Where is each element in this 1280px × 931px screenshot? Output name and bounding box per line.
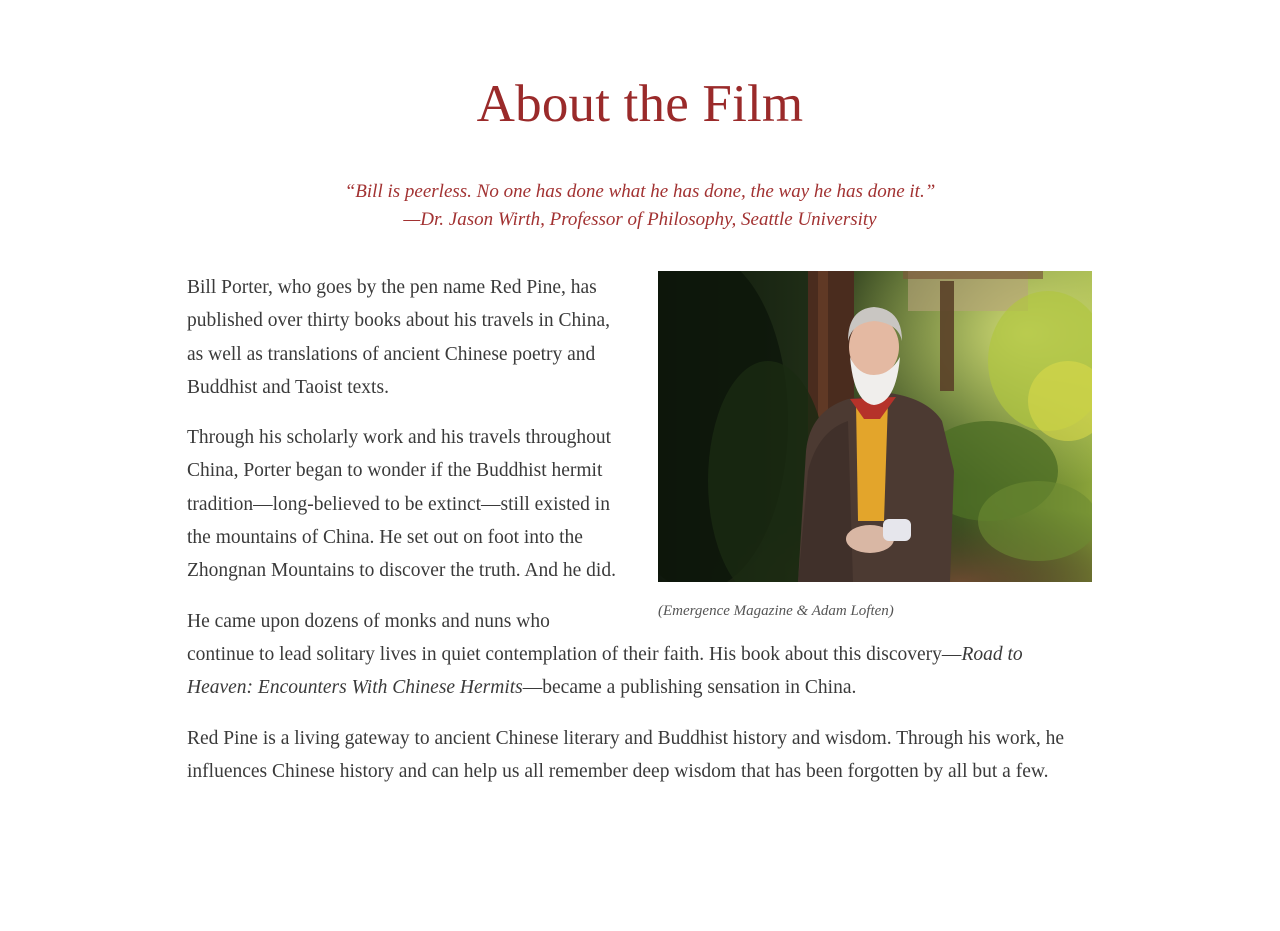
quote-attribution: —Dr. Jason Wirth, Professor of Philosophy, Seattle University [403, 209, 877, 230]
photo-caption: (Emergence Magazine & Adam Loften) [658, 603, 894, 619]
paragraph-3-tail: —became a publishing sensation in China. [522, 677, 857, 699]
photo-figure [658, 271, 1092, 621]
pull-quote [0, 178, 1280, 234]
portrait-photo [658, 271, 1092, 582]
paragraph-3-lead: He came upon dozens of monks and nuns who continue to lead solitary lives in quiet contemplation of their faith. His book about this discovery— [187, 610, 962, 665]
article-body [187, 271, 1092, 805]
quote-text: “Bill is peerless. No one has done what he has done, the way he has done it.” [344, 181, 936, 202]
paragraph-2: Through his scholarly work and his travels throughout China, Porter began to wonder if the Buddhist hermit tradition—long-believed to be extinct—still existed in the mountains of China. He set out on foot into the Zhongnan Mountains to discover the truth. And he did. [187, 427, 616, 582]
paragraph-1: Bill Porter, who goes by the pen name Red Pine, has published over thirty books about his travels in China, as well as translations of ancient Chinese poetry and Buddhist and Taoist texts. [187, 277, 610, 398]
paragraph-4: Red Pine is a living gateway to ancient Chinese literary and Buddhist history and wisdom. Through his work, he influences Chinese history and can help us all remember deep wisdom that has been forgotten by all but a few. [187, 727, 1065, 782]
book-title: Road to Heaven: Encounters With Chinese Hermits [187, 643, 1023, 699]
page-title: About the Film [476, 75, 804, 133]
